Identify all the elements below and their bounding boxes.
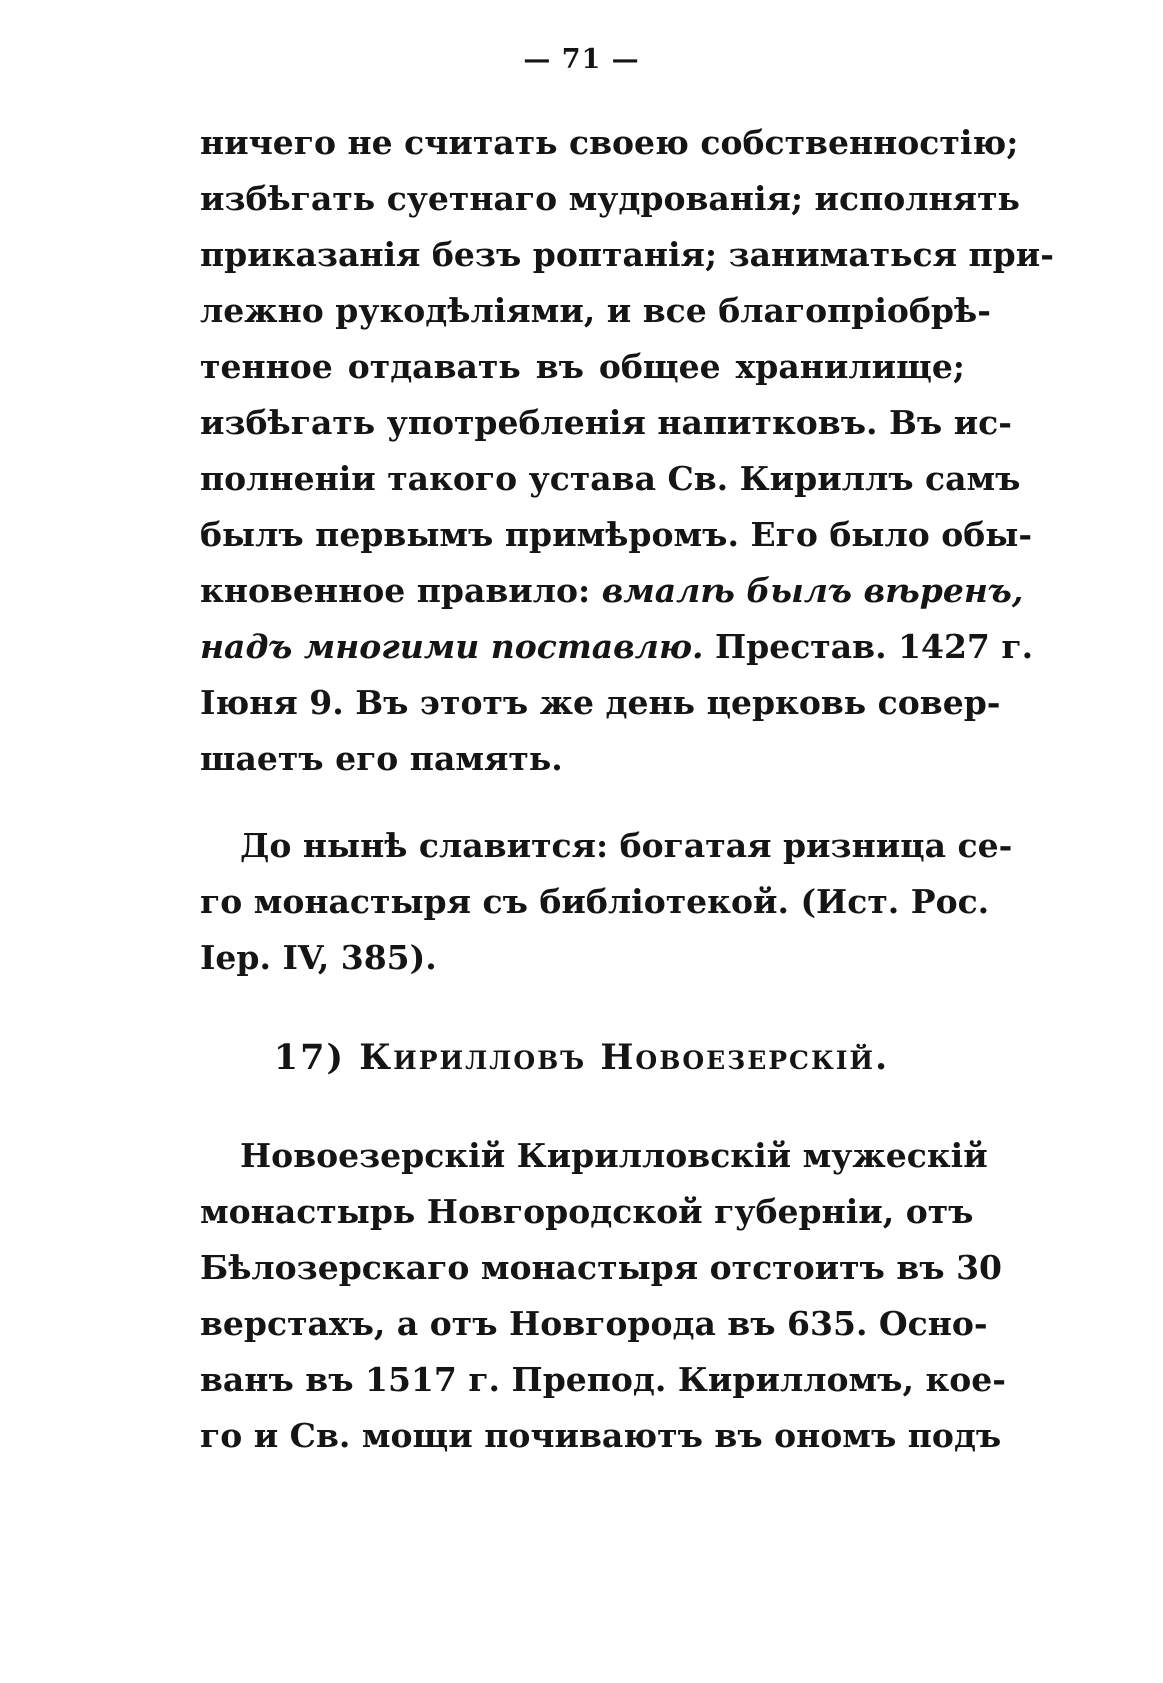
text-line: Бѣлозерскаго монастыря отстоитъ въ 30 bbox=[200, 1248, 1003, 1287]
italic-quote: вмалѣ былъ вѣренъ, bbox=[601, 571, 1024, 610]
text-line: полненіи такого устава Св. Кириллъ самъ bbox=[200, 459, 1021, 498]
page-number: — 71 — bbox=[523, 44, 640, 75]
italic-quote: надъ многими поставлю. bbox=[200, 627, 704, 666]
text-line: Іер. IV, 385). bbox=[200, 938, 437, 977]
paragraph-1 bbox=[200, 115, 1054, 787]
text-line: приказанія безъ роптанія; заниматься при- bbox=[200, 235, 1054, 274]
text-line: верстахъ, а отъ Новгорода въ 635. Осно- bbox=[200, 1304, 988, 1343]
text-line bbox=[200, 619, 1034, 675]
section-number: 17) bbox=[273, 1037, 346, 1078]
section-heading bbox=[0, 1030, 1163, 1086]
text-line: лежно рукодѣліями, и все благопріобрѣ- bbox=[200, 291, 991, 330]
paragraph-3 bbox=[200, 1128, 1006, 1464]
text-line: монастырь Новгородской губерніи, отъ bbox=[200, 1192, 974, 1231]
text-line: шаетъ его память. bbox=[200, 739, 563, 778]
text-line: Новоезерскій Кирилловскій мужескій bbox=[240, 1136, 988, 1175]
section-title: Кирилловъ Новоезерскій. bbox=[359, 1037, 890, 1078]
text-segment: Престав. 1427 г. bbox=[714, 627, 1034, 666]
paragraph-2 bbox=[200, 818, 1013, 986]
text-line bbox=[200, 563, 1024, 619]
text-line: былъ первымъ примѣромъ. Его было обы- bbox=[200, 515, 1033, 554]
text-line: До нынѣ славится: богатая ризница се- bbox=[240, 826, 1013, 865]
text-segment: кновенное правило: bbox=[200, 571, 591, 610]
text-line: ничего не считать своею собственностію; bbox=[200, 123, 1019, 162]
text-line: избѣгать суетнаго мудрованія; исполнять bbox=[200, 179, 1020, 218]
text-line: го и Св. мощи почиваютъ въ ономъ подъ bbox=[200, 1416, 1002, 1455]
text-line: ванъ въ 1517 г. Препод. Кирилломъ, кое- bbox=[200, 1360, 1006, 1399]
text-line: го монастыря съ библіотекой. (Ист. Рос. bbox=[200, 882, 990, 921]
text-line: избѣгать употребленія напитковъ. Въ ис- bbox=[200, 403, 1012, 442]
text-line: Іюня 9. Въ этотъ же день церковь совер- bbox=[200, 683, 1001, 722]
text-line: тенное отдавать въ общее хранилище; bbox=[200, 347, 965, 386]
